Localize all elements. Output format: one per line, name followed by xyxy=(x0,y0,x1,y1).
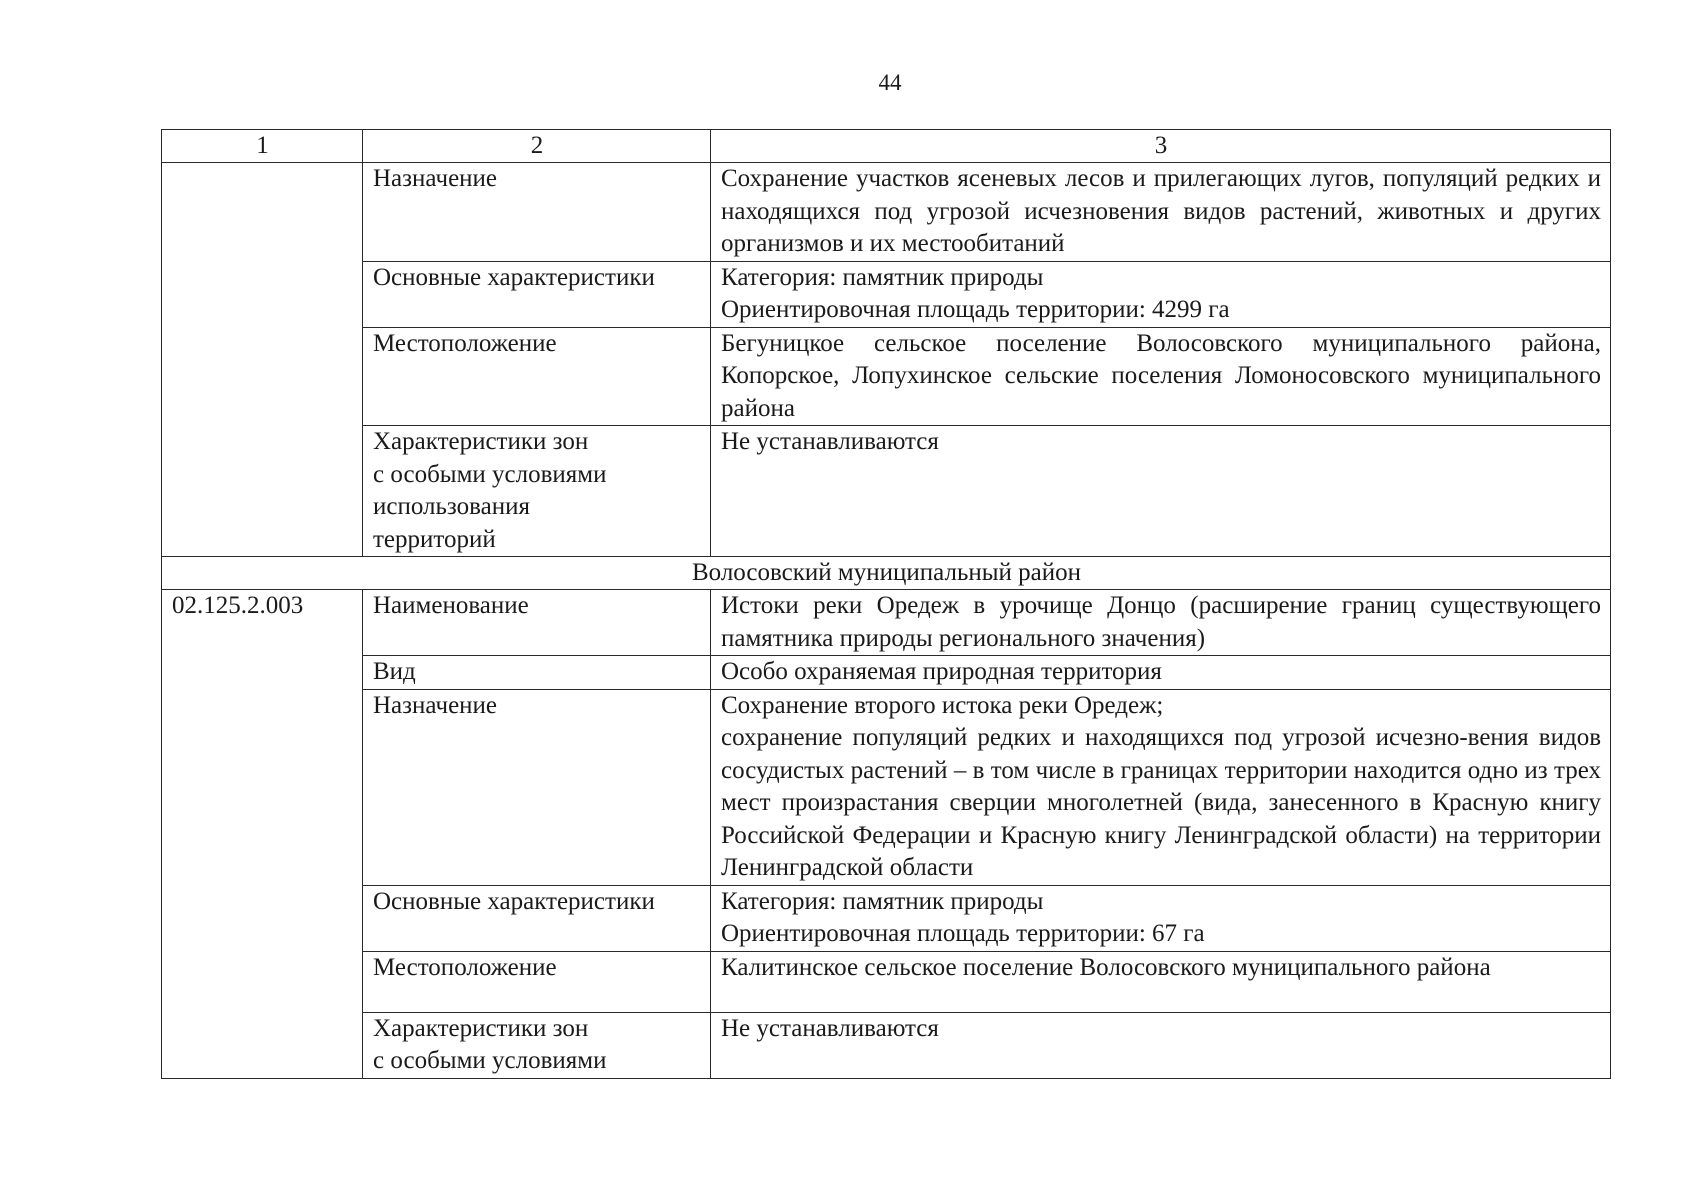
zones-label-line: использования xyxy=(373,493,530,520)
row-label-main-characteristics: Основные характеристики xyxy=(363,885,711,951)
row-label-location: Местоположение xyxy=(363,327,711,426)
zones-label-line: с особыми условиями xyxy=(373,460,607,488)
header-col-3: 3 xyxy=(711,130,1611,163)
row-value-purpose: Сохранение участков ясеневых лесов и прилегающих лугов, популяций редких и находящихся под угрозой исчезновения видов растений, животных и других организмов и их местообитаний xyxy=(711,163,1611,262)
area-text: Ориентировочная площадь территории: 4299 га xyxy=(721,296,1230,323)
table-row xyxy=(162,163,1611,262)
row-value-location: Бегуницкое сельское поселение Волосовского муниципального района, Копорское, Лопухинское сельские поселения Ломоносовского муниципального района xyxy=(711,327,1611,426)
table-row xyxy=(162,656,1611,690)
table-row xyxy=(162,590,1611,656)
row-value-main-characteristics xyxy=(711,885,1611,951)
zones-label-line: территорий xyxy=(373,525,496,553)
category-text: Категория: памятник природы xyxy=(721,263,1044,291)
row-label-purpose: Назначение xyxy=(363,689,711,885)
section-row xyxy=(162,557,1611,590)
row-label-purpose: Назначение xyxy=(363,163,711,262)
row-label-zones xyxy=(363,426,711,557)
header-col-1: 1 xyxy=(162,130,363,163)
page-number: 44 xyxy=(878,70,902,95)
category-text: Категория: памятник природы xyxy=(721,887,1044,915)
row-value-name: Истоки реки Оредеж в урочище Донцо (расширение границ существующего памятника природы регионального значения) xyxy=(711,590,1611,656)
purpose-first-line: Сохранение второго истока реки Оредеж; xyxy=(721,691,1164,719)
table-row xyxy=(162,689,1611,885)
row-value-zones: Не устанавливаются xyxy=(711,426,1611,557)
row-label-location: Местоположение xyxy=(363,951,711,1012)
zones-label-line: с особыми условиями xyxy=(373,1047,607,1074)
table-row xyxy=(162,327,1611,426)
purpose-second-paragraph: сохранение популяций редких и находящихся под угрозой исчезно-вения видов сосудистых растений – в том числе в границах территории находится одно из трех мест произрастания сверции многолетней (вида, занесенного в Красную книгу Российской Федерации и Красную книгу Ленинградской области) на территории Ленинградской области xyxy=(721,724,1601,881)
area-text: Ориентировочная площадь территории: 67 га xyxy=(721,920,1205,947)
row-value-main-characteristics xyxy=(711,261,1611,327)
object-code: 02.125.2.003 xyxy=(162,590,363,1079)
row-label-zones xyxy=(363,1012,711,1078)
zones-table xyxy=(161,129,1611,1079)
row-value-type: Особо охраняемая природная территория xyxy=(711,656,1611,690)
row-value-location: Калитинское сельское поселение Волосовского муниципального района xyxy=(711,951,1611,1012)
row-value-zones: Не устанавливаются xyxy=(711,1012,1611,1078)
row-label-name: Наименование xyxy=(363,590,711,656)
zones-label-line: Характеристики зон xyxy=(373,1014,589,1042)
row-label-type: Вид xyxy=(363,656,711,690)
header-col-2: 2 xyxy=(363,130,711,163)
table-row xyxy=(162,261,1611,327)
table-row xyxy=(162,1012,1611,1078)
table-row xyxy=(162,885,1611,951)
row-label-main-characteristics: Основные характеристики xyxy=(363,261,711,327)
zones-label-line: Характеристики зон xyxy=(373,428,589,455)
code-cell-empty xyxy=(162,163,363,557)
table-header-row xyxy=(162,130,1611,163)
section-title: Волосовский муниципальный район xyxy=(162,557,1611,590)
table-row xyxy=(162,951,1611,1012)
row-value-purpose xyxy=(711,689,1611,885)
table-row xyxy=(162,426,1611,557)
